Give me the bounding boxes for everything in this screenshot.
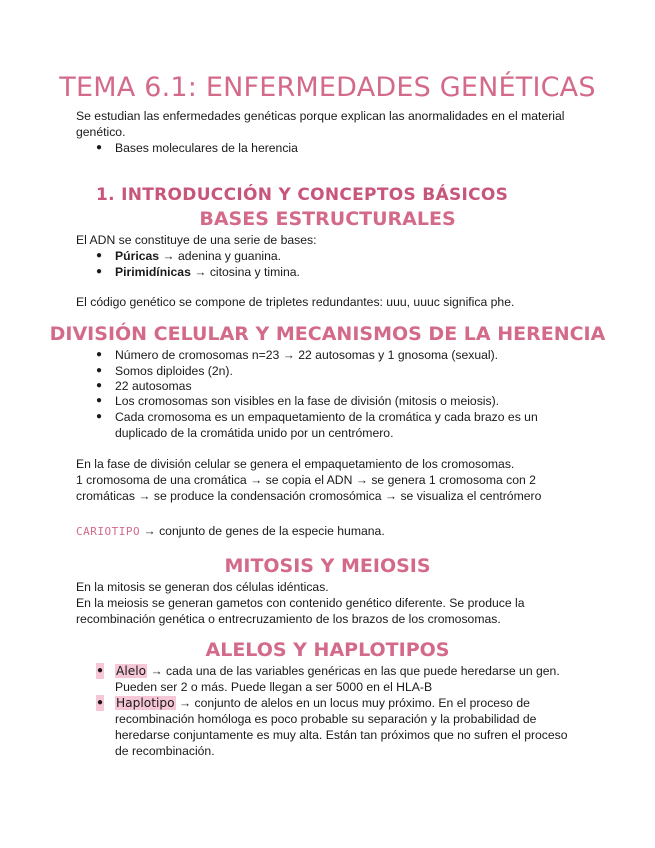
section-heading-introduccion: 1. INTRODUCCIÓN Y CONCEPTOS BÁSICOS: [96, 185, 509, 205]
adn-paragraph: El ADN se constituye de una serie de bases:: [76, 233, 317, 247]
term-puricas: Púricas: [115, 249, 160, 263]
subheading-bases-estructurales: BASES ESTRUCTURALES: [199, 208, 456, 230]
list-item-text: Los cromosomas son visibles en la fase de división (mitosis o meiosis).: [115, 394, 500, 408]
bullet-icon: ●: [96, 365, 103, 376]
list-item-haplotipo: [96, 695, 576, 759]
bullet-icon: ●: [96, 349, 103, 360]
division-paragraph: En la fase de división celular se genera el empaquetamiento de los cromosomas.: [76, 457, 515, 471]
list-item: [96, 363, 576, 379]
bullet-icon: ●: [96, 380, 103, 391]
list-item: [96, 393, 576, 409]
list-item-text: Bases moleculares de la herencia: [115, 141, 298, 155]
term-haplotipo: Haplotipo: [116, 696, 175, 710]
codigo-genetico-paragraph: El código genético se compone de tripletes redundantes: uuu, uuuc significa phe.: [76, 295, 515, 309]
page-title: TEMA 6.1: ENFERMEDADES GENÉTICAS: [59, 72, 596, 103]
bullet-icon: ●: [96, 142, 103, 153]
cariotipo-definition: [76, 523, 576, 540]
bullet-icon: ●: [96, 250, 103, 261]
section-heading-mitosis-meiosis: MITOSIS Y MEIOSIS: [224, 555, 431, 577]
list-item-text: → citosina y timina.: [190, 265, 300, 279]
list-item-alelo: [96, 663, 576, 695]
section-heading-alelos-haplotipos: ALELOS Y HAPLOTIPOS: [205, 639, 450, 661]
section-heading-division-celular: DIVISIÓN CELULAR Y MECANISMOS DE LA HERENCIA: [49, 323, 606, 345]
list-item: [96, 264, 576, 280]
list-item-text: Número de cromosomas n=23 → 22 autosomas y 1 gnosoma (sexual).: [115, 348, 499, 362]
bullet-icon: ●: [96, 411, 103, 422]
list-item-text: Somos diploides (2n).: [115, 364, 233, 378]
term-alelo: Alelo: [116, 664, 147, 678]
mitosis-paragraph: En la mitosis se generan dos células idénticas.: [76, 580, 329, 594]
bullet-icon: ●: [96, 695, 104, 711]
term-cariotipo: CARIOTIPO: [76, 525, 141, 538]
list-item-text: 22 autosomas: [115, 379, 192, 393]
bullet-icon: ●: [96, 395, 103, 406]
bullet-icon: ●: [96, 663, 104, 679]
list-item: [96, 140, 576, 156]
list-item: [96, 409, 576, 441]
list-item-text: Cada cromosoma es un empaquetamiento de la cromática y cada brazo es un duplicado de la cromátida unido por un centrómero.: [115, 410, 538, 440]
list-item: [96, 248, 576, 264]
division-sequence-paragraph: 1 cromosoma de una cromática → se copia el ADN → se genera 1 cromosoma con 2 cromáticas → se produce la condensación cromosómica → se visualiza el centrómero: [76, 473, 542, 503]
bullet-icon: ●: [96, 266, 103, 277]
list-item: [96, 378, 576, 394]
meiosis-paragraph: En la meiosis se generan gametos con contenido genético diferente. Se produce la recombinación genética o entrecruzamiento de los brazos de los cromosomas.: [76, 596, 525, 626]
list-item-text: → cada una de las variables genéricas en las que puede heredarse un gen. Pueden ser 2 o más. Puede llegan a ser 5000 en el HLA-B: [115, 664, 560, 694]
intro-paragraph: Se estudian las enfermedades genéticas porque explican las anormalidades en el material genético.: [76, 109, 565, 139]
cariotipo-text: → conjunto de genes de la especie humana.: [140, 524, 385, 538]
term-pirimidinicas: Pirimidínicas: [115, 265, 191, 279]
list-item: [96, 347, 576, 363]
list-item-text: → adenina y guanina.: [159, 249, 282, 263]
list-item-text: → conjunto de alelos en un locus muy próximo. En el proceso de recombinación homóloga es poco probable su separación y la probabilidad de heredarse conjuntamente es muy alta. Están tan próximos que no sufren el proceso de recombinación.: [115, 696, 568, 758]
